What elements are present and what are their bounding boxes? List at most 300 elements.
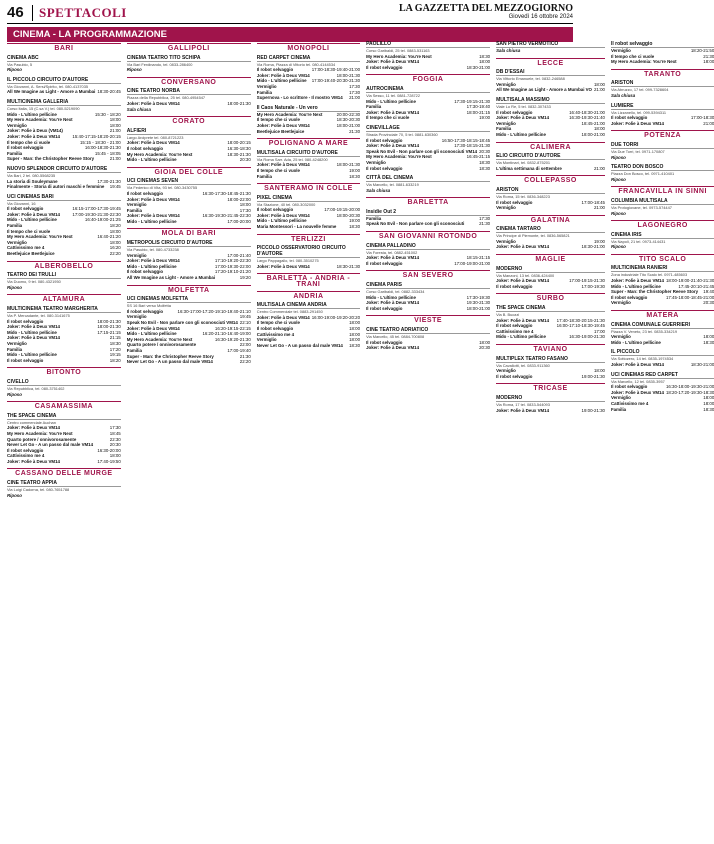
film-title: My Hero Academia: You're Next [610, 59, 677, 65]
film-title: Vermiglio [256, 337, 277, 343]
film-title: Il robot selvaggio [610, 115, 648, 121]
film-times: 19:15 [109, 352, 121, 358]
film-title: Joker: Folie à Deux VM14 [496, 244, 550, 250]
film-title: Il robot selvaggio [366, 64, 403, 70]
film-times: 19:30-21:30 [466, 300, 491, 306]
film-times: 20:30 [109, 442, 121, 448]
film-title: Vermiglio [610, 334, 631, 340]
film-title: Familia [496, 126, 512, 132]
cinema-address: Via Sottozero, 14 tel. 0835-1974534 [610, 356, 674, 362]
showtime-row [7, 67, 121, 73]
cinema-block [611, 372, 714, 413]
cinema-block [127, 88, 251, 112]
city-heading: VIESTE [366, 315, 490, 324]
film-title: Joker: Folie à Deux VM14 [7, 133, 60, 139]
film-title: Il robot selvaggio [496, 283, 533, 289]
film-title: Familia [256, 89, 272, 95]
film-title: Joker: Folie à Deux VM14 [126, 213, 180, 219]
film-times: 16:20-19:15-22:15 [214, 325, 251, 331]
film-times: 18:00 [109, 117, 121, 123]
film-title: Sala chiusa [496, 48, 521, 53]
cinema-address: Via Repubblica, tel. 080-3751402 [7, 385, 65, 391]
cinema-address: Via Foresta, tel. 0882-451002 [366, 249, 418, 255]
film-title: Vermiglio [126, 252, 147, 258]
city-heading: FOGGIA [366, 74, 490, 83]
film-title: Mido - L'ultimo pellicine [126, 157, 177, 163]
film-title: Riposo [7, 284, 22, 290]
film-times: 17:00-19:30-21:30-22:30 [72, 211, 121, 217]
film-times: 15:40-17:15-18:20-20:15 [72, 133, 121, 139]
film-title: Joker: Folie à Deux VM14 [496, 278, 550, 284]
film-times: 17:00-19:40 [227, 347, 251, 353]
film-title: Familia [126, 207, 142, 213]
cinema-name: UCI CINEMAS RED CARPET [611, 372, 714, 379]
cinema-address: Via Vittorio Emanuele, tel. 0832-246588 [496, 76, 565, 82]
cinema-address: Piazza della Repubblica, 25 tel. 080-4954547 [126, 95, 206, 101]
showtime-row [496, 132, 605, 138]
cinema-name: MULTISALA CIRCUITO D'AUTORE [257, 150, 360, 157]
film-title: Vermiglio [256, 83, 277, 89]
film-times: 19:45 [109, 184, 121, 190]
cinema-block [257, 245, 360, 269]
cinema-address: Via Bari Ferdinando, tel. 0833-286400 [126, 61, 193, 67]
film-title: My Hero Academia: You're Next [126, 336, 193, 342]
showtime-row [611, 244, 714, 250]
film-times: 18:00 [703, 400, 714, 406]
film-title: Il robot selvaggio [7, 145, 44, 151]
cinema-name: MODERNO [496, 395, 605, 402]
cinema-address: Corso Garibaldi, tel. 0882-333434 [366, 289, 425, 295]
cinema-name: ELIO CIRCUITO D'AUTORE [496, 153, 605, 160]
film-title: Joker: Folie à Deux VM14 [366, 109, 420, 115]
film-title: Il robot selvaggio [7, 357, 44, 363]
showtime-row [7, 156, 121, 162]
film-times: 21:00 [349, 95, 361, 101]
film-times: 17:00-21:40 [227, 252, 251, 258]
cinema-address: Via Roma, Piazza di Vittorio tel. 080-4144534 [256, 61, 336, 67]
film-times: 17:10-19:20-22:30 [214, 258, 251, 264]
city-heading: ALTAMURA [7, 294, 121, 303]
cinema-block [257, 302, 360, 348]
film-times: 18:00 [349, 331, 361, 337]
film-times: 16:30-17:30-18:45-21:30 [202, 190, 251, 196]
film-times: 19:00 [593, 238, 605, 244]
film-title: Il robot selvaggio [496, 323, 533, 329]
film-times: 16:30-19:00-21:30 [569, 334, 605, 340]
city-heading: POLIGNANO A MARE [257, 138, 360, 147]
film-times: 16:00-17:10-18:30-19:45 [556, 323, 605, 329]
showtime-row [611, 59, 714, 65]
cinema-name: MULTIPLEX TEATRO FASANO [496, 356, 605, 363]
film-times: 18:00 [349, 320, 361, 326]
film-times: 20:30 [479, 345, 491, 351]
newspaper-page [7, 3, 714, 838]
cinema-block [257, 195, 360, 230]
cinema-name: AUTROCINEMA [366, 86, 490, 93]
cinema-block [7, 379, 121, 397]
cinema-name: MULTICINEMA GALLERIA [7, 99, 121, 106]
film-title: La storia di Souleymane [7, 178, 58, 184]
showtime-row [257, 264, 360, 270]
film-times: 17:00-19:15-20:00 [324, 207, 361, 213]
showtime-row [496, 87, 605, 93]
cinema-block [366, 327, 490, 351]
cinema-block [366, 86, 490, 121]
showtime-row [366, 115, 490, 121]
city-heading: TERLIZZI [257, 234, 360, 243]
film-title: Quarto potere / onnivorosamente [126, 342, 197, 348]
film-times: 17:40-19:50 [97, 458, 121, 464]
cinema-block [611, 198, 714, 216]
cinema-address: Via Sesso, 11 tel. 0881-728722 [366, 92, 421, 98]
film-title: My Hero Academia: You're Next [7, 117, 73, 123]
showtime-row [611, 177, 714, 183]
cinema-block [7, 99, 121, 162]
film-times: 17:00-19:30 [581, 283, 605, 289]
cinema-address: Largo Arciprete tel. 080-8721223 [126, 134, 184, 140]
showtime-row [127, 157, 251, 163]
film-times: 18:30 [479, 165, 491, 171]
cinema-address: Via Giovanni, 16 [7, 200, 36, 206]
film-title: Mido - L'ultimo pellicine [7, 217, 57, 223]
film-times: 17:30 [479, 215, 491, 221]
film-times: 21:00 [703, 120, 714, 126]
city-heading: SANTERAMO IN COLLE [257, 183, 360, 192]
film-times: 22:00 [239, 342, 251, 348]
city-heading: CALIMERA [496, 142, 605, 151]
city-heading: LAGONEGRO [611, 220, 714, 229]
cinema-block [366, 125, 490, 171]
cinema-address: Via Protogiovane, tel. 0973-574447 [610, 204, 672, 210]
film-times: 19:00 [479, 115, 491, 121]
film-times: 18:30 [703, 339, 714, 345]
city-heading: BARLETTA [366, 197, 490, 206]
showtime-row [611, 300, 714, 306]
film-times: 21:30 [703, 53, 714, 59]
film-times: 15:45 - 18:05 [94, 150, 121, 156]
cinema-name: MODERNO [496, 266, 605, 273]
issue-date: Giovedì 16 ottobre 2024 [508, 14, 573, 20]
cinema-block [257, 150, 360, 179]
film-times: 18:00 [349, 337, 361, 343]
film-times: 18:00 [349, 326, 361, 331]
cinema-block [257, 105, 360, 134]
film-times: 17:00-20:00 [227, 218, 251, 224]
film-times: 18:20-17:20-19:30-18:30 [665, 389, 714, 395]
film-title: Familia [256, 173, 272, 179]
film-title: Riposo [610, 210, 626, 216]
cinema-name: CINEMA PARIS [366, 282, 490, 289]
cinema-block [611, 322, 714, 346]
cinema-address: Largo Pappagallo, tel. 080-3510275 [256, 258, 319, 264]
film-times: 17:00-19:30-22:00 [214, 263, 251, 269]
film-title: Riposo [610, 154, 626, 160]
cinema-address: Piazza Don Bosco, tel. 0971-410401 [610, 171, 675, 177]
film-title: Familia [610, 406, 627, 412]
film-title: Joker: Folie à Deux VM14 [7, 458, 60, 464]
cinema-block [496, 97, 605, 138]
film-title: Familia [7, 346, 23, 352]
city-heading: TAVIANO [496, 344, 605, 353]
city-heading: MOLFETTA [127, 285, 251, 294]
film-title: Mido - L'ultimo pellicine [126, 263, 177, 269]
cinema-address: Via Duomo, 9 tel. 080-4321950 [7, 279, 61, 285]
film-times: 18:00 [593, 81, 605, 87]
film-title: Familia [366, 215, 382, 221]
film-title: Cattivissimo me 4 [256, 331, 295, 337]
cinema-name: ARISTON [496, 187, 605, 194]
city-heading: BARI [7, 43, 121, 52]
cinema-name: Il Caos Naturale - Un vero [257, 105, 360, 112]
cinema-name: NUOVO SPLENDOR CIRCUITO D'AUTORE [7, 166, 121, 173]
showtime-row [611, 121, 714, 127]
showtime-row [127, 275, 251, 281]
newspaper-name: LA GAZZETTA DEL MEZZOGIORNO [398, 3, 573, 14]
film-times: 17:20-19:10-21:20 [214, 269, 251, 275]
film-title: Joker: Folie à Deux VM14 [366, 59, 420, 65]
film-title: Familia [7, 150, 23, 156]
listings-columns [7, 41, 714, 836]
cinema-address: Corso Garibaldi, 25 tel. 0883-531163 [366, 48, 430, 53]
film-times: 16:30-19:20-21:30 [214, 336, 251, 342]
film-title: Vermiglio [496, 368, 516, 374]
film-title: Joker: Folie à Deux VM14 [256, 162, 310, 168]
showtime-row [496, 334, 605, 340]
cinema-name: PICCOLO OSSERVATORIO CIRCUITO D'AUTORE [257, 245, 360, 258]
film-times: 18:00-22:00 [227, 196, 251, 202]
film-times: 18:00 [109, 228, 121, 234]
cinema-name: UCI CINEMAS SEVEN [127, 178, 251, 185]
showtime-row [7, 285, 121, 291]
film-title: Speak No Evil - Non parlare con gli sconosciuti [366, 221, 465, 227]
film-title: Familia [7, 223, 23, 229]
film-times: 15:15 - 18:30 - 21:00 [79, 139, 121, 145]
showtime-row [366, 261, 490, 267]
cinema-name: UCI CINEMAS MOLFETTA [127, 296, 251, 303]
film-times: 17:20 [109, 346, 121, 352]
city-heading: BARLETTA - ANDRIA - TRANI [257, 273, 360, 287]
film-title: Joker: Folie à Deux VM14 [366, 345, 420, 351]
cinema-name: LUMIERE [611, 103, 714, 110]
film-title: Joker: Folie à Deux VM14 [610, 278, 664, 284]
film-title: Joker: Folie à Deux VM14 [126, 196, 180, 202]
showtime-row [366, 306, 490, 312]
film-times: 21:00 [593, 87, 605, 93]
film-times: 18:00 [479, 339, 491, 345]
cinema-name: DB D'ESSAI [496, 69, 605, 76]
film-title: Mido - L'ultimo pellicine [7, 111, 57, 117]
film-title: Supernova - Lo scrittore - Il mostro VM14 [256, 95, 343, 101]
film-times: 17:30 [349, 83, 361, 89]
film-title: Joker: Folie à Deux VM14 [256, 314, 310, 320]
showtime-row [366, 345, 490, 351]
showtime-row [7, 493, 121, 499]
cinema-address: Via Pasubio, 5 [7, 61, 33, 67]
film-times: 21:00 [109, 156, 121, 162]
cinema-address: Via Manzoni, 13 tel. 0836-424400 [496, 272, 555, 278]
cinema-address: Via Principe di Piemonte, tel. 0836-565821 [496, 233, 570, 239]
film-times: 18:45-21:00 [581, 120, 605, 126]
listings-banner: CINEMA - LA PROGRAMMAZIONE [7, 27, 573, 42]
film-times: 21:30 [479, 221, 491, 227]
cinema-block [366, 243, 490, 267]
film-title: Beetlejuice Beetlejuice [256, 128, 305, 134]
city-heading: CASAMASSIMA [7, 401, 121, 410]
film-times: 16:40-21:20 [97, 234, 121, 240]
film-times: 21:00 [109, 128, 121, 134]
cinema-name: SAN PIETRO VERMOTICO [496, 41, 605, 48]
page-number: 46 [7, 4, 24, 21]
showtime-row [7, 89, 121, 95]
showtime-row [496, 408, 605, 414]
film-times: 18:00 [593, 368, 605, 374]
city-heading: ALBEROBELLO [7, 261, 121, 270]
cinema-block [611, 142, 714, 160]
film-times: 18:00-20:15 [227, 140, 251, 146]
film-times: 18:30-21:00 [690, 362, 714, 367]
film-title: Il robot selvaggio [7, 318, 44, 324]
film-title: Joker: Folie à Deux VM14 [126, 325, 180, 331]
cinema-address: Centro commerciale Auchan [7, 419, 56, 425]
film-times: 21:00 [593, 205, 605, 211]
cinema-address: Via Bari, 2 tel. 080-5568235 [7, 172, 56, 178]
film-title: Il robot selvaggio [366, 165, 403, 171]
film-times: 21:30 [349, 128, 361, 134]
film-times: 16:50-17:30-18:15-18:45 [441, 137, 491, 143]
film-title: My Hero Academia: You're Next [256, 111, 323, 117]
showtime-row [366, 166, 490, 172]
film-title: Il robot selvaggio [366, 260, 403, 266]
film-title: Il robot selvaggio [126, 145, 164, 151]
cinema-name: RED CARPET CINEMA [257, 55, 360, 62]
cinema-name: CINEMA TARTARO [496, 226, 605, 233]
film-times: 17:30-18:15-21:30 [454, 143, 491, 149]
film-times: 18:00 [703, 395, 714, 401]
cinema-name: IL PICCOLO [611, 349, 714, 356]
film-title: Vermiglio [496, 205, 516, 211]
film-times: 18:00-21:30 [336, 162, 361, 168]
film-title: Riposo [610, 176, 626, 182]
cinema-name: ARISTON [611, 80, 714, 87]
film-times: 18:30-21:30 [336, 263, 361, 269]
film-title: Joker: Folie à Deux VM14 [256, 212, 310, 218]
cinema-block [127, 178, 251, 224]
film-title: Cattivissimo me 4 [7, 245, 45, 251]
film-title: Joker: Folie à Deux VM14 [7, 324, 60, 330]
cinema-block [7, 166, 121, 190]
film-title: Vermiglio [610, 48, 631, 53]
film-times: 18:00 [703, 334, 714, 340]
film-title: Mido - L'ultimo pellicine [7, 329, 57, 335]
film-times: 17:30 [349, 89, 361, 95]
film-title: Joker: Folie à Deux VM14 [496, 115, 550, 121]
cinema-block [127, 240, 251, 281]
showtime-row [496, 284, 605, 290]
film-title: Vermiglio [126, 314, 147, 320]
film-title: Joker: Folie à Deux VM14 [496, 407, 550, 413]
film-title: Mido - L'ultimo pellicine [366, 294, 416, 300]
film-times: 19:40 [703, 289, 714, 295]
cinema-block [7, 413, 121, 465]
film-title: Vermiglio [496, 238, 516, 244]
cinema-name: CINEMA COMUNALE GUERRIERI [611, 322, 714, 329]
film-times: 17:40-18:30-20:15-21:30 [556, 317, 605, 323]
film-title: Il robot selvaggio [7, 447, 44, 453]
film-title: Familia [126, 347, 142, 353]
film-title: Joker: Folie à Deux VM14 [7, 211, 60, 217]
cinema-address: SS 16 Bari verso Molfetta [126, 303, 171, 309]
film-title: Cattivissimo me 4 [610, 400, 649, 406]
film-title: Quarto potere / onnivorosamente [7, 436, 77, 442]
film-title: Il robot selvaggio [366, 305, 403, 311]
cinema-name: PAOLILLO [366, 41, 490, 48]
cinema-address: Via Roma Sarr. Ada, 25 tel. 080-4248200 [256, 156, 328, 162]
film-times: 19:00-21:30 [581, 407, 605, 413]
film-title: All We Imagine as Light - Amore a Mumbai [126, 275, 216, 281]
cinema-block [7, 194, 121, 257]
film-title: Il tempo che ci vuole [366, 115, 410, 121]
film-title: Riposo [126, 67, 142, 73]
cinema-address: Via Federico di Vita, 93 tel. 080-3430755 [126, 185, 198, 191]
film-times: 16:30-19:30-21:45-22:30 [202, 213, 251, 219]
cinema-block [7, 272, 121, 290]
film-times: 21:00 [593, 165, 605, 171]
cinema-block [611, 265, 714, 306]
showtime-row [496, 166, 605, 172]
listing-column [366, 41, 490, 836]
showtime-row [496, 374, 605, 380]
film-title: Il robot selvaggio [366, 137, 403, 143]
film-title: Vermiglio [7, 239, 27, 245]
film-times: 18:30-21:00 [466, 64, 491, 70]
film-title: Vermiglio [496, 120, 516, 126]
film-title: Vermiglio [126, 202, 147, 208]
film-title: Mido - L'ultimo pellicine [496, 131, 546, 137]
showtime-row [611, 362, 714, 368]
film-title: My Hero Academia: You're Next [7, 430, 73, 436]
film-title: Joker: Folie à Deux VM14 [126, 140, 180, 146]
city-heading: CONVERSANO [127, 77, 251, 86]
film-title: Joker: Folie à Deux VM14 [7, 425, 60, 431]
cinema-address: Via Napoli, 21 tel. 0973-414431 [610, 238, 666, 244]
film-title: Joker: Folie à Deux VM14 [256, 263, 310, 269]
listing-column [496, 41, 605, 836]
listing-column [7, 41, 121, 836]
listing-column [611, 41, 714, 836]
showtime-row [257, 174, 360, 180]
film-times: 18:00-21:00 [336, 122, 361, 128]
film-times: 18:30-20:30 [336, 117, 361, 123]
cinema-address: Centro Commerciale tel. 0883-291450 [256, 309, 323, 315]
showtime-row [7, 251, 121, 257]
film-times: 18:15-21:15 [466, 255, 491, 261]
film-title: My Hero Academia: You're Next [366, 53, 432, 59]
film-title: L'ultima settimana di settembre [496, 165, 562, 171]
film-times: 18:20-21:50 [690, 48, 714, 53]
film-title: Riposo [7, 492, 22, 498]
cinema-address: Via Giovanni, A. Sersi/Spirito, tel. 080-4137035 [7, 83, 89, 89]
cinema-block [611, 103, 714, 127]
film-times: 18:00 [703, 59, 714, 65]
film-title: Maria Montessori - La nouvelle femme [256, 224, 337, 230]
film-times: 17:00-19:40-20:30-21:30 [311, 78, 361, 84]
film-times: 16:30-20:00 [97, 447, 121, 453]
film-title: Never Let Go - A un passo dal male VM14 [126, 359, 213, 365]
cinema-name: DUE TORRI [611, 142, 714, 149]
film-times: 18:00-21:00 [466, 305, 491, 311]
city-heading: SURBO [496, 293, 605, 302]
cinema-block [496, 266, 605, 290]
